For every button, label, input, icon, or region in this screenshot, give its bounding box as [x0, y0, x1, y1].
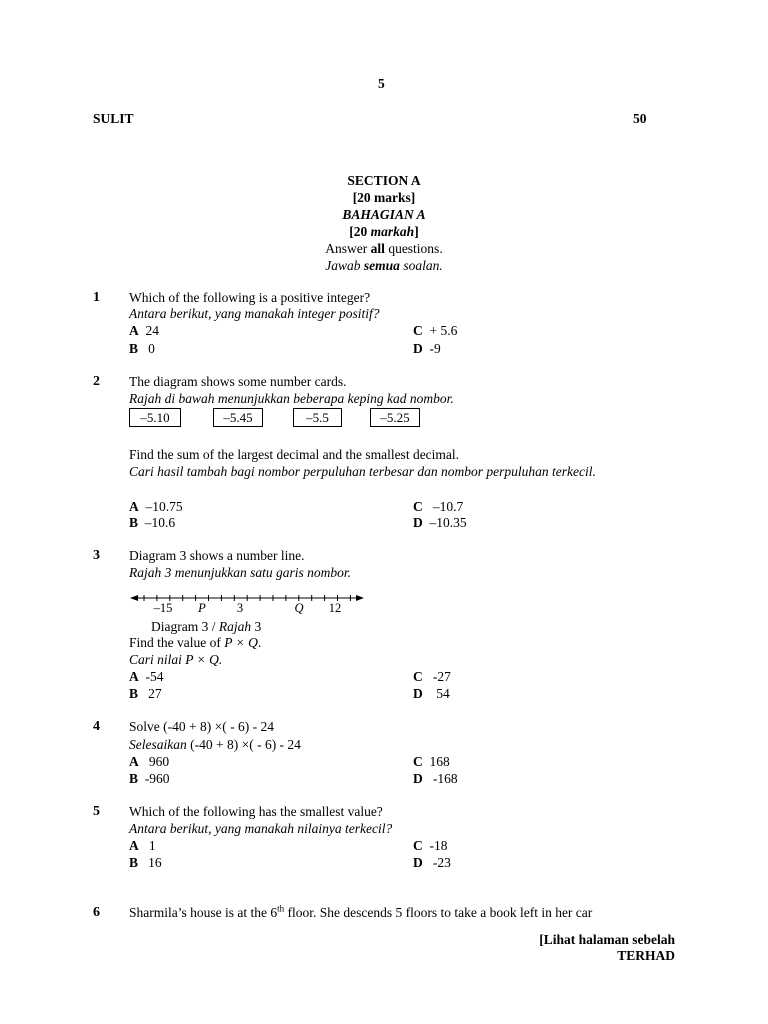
- question-2-text2: Find the sum of the largest decimal and the smallest decimal.: [129, 447, 460, 462]
- question-5-text-my: Antara berikut, yang manakah nilainya terkecil?: [129, 821, 393, 836]
- question-3-find: Find the value of P × Q.: [129, 635, 262, 650]
- section-title: SECTION A: [347, 173, 421, 188]
- option-d[interactable]: D 54: [413, 686, 450, 701]
- number-line-label: P: [198, 601, 206, 615]
- option-c[interactable]: C 168: [413, 754, 450, 769]
- section-heading: [234, 172, 534, 274]
- terhad-label: TERHAD: [617, 948, 675, 963]
- option-c[interactable]: C –10.7: [413, 499, 464, 514]
- number-line-label: –15: [153, 601, 173, 615]
- option-a[interactable]: A 24: [129, 323, 159, 338]
- option-a[interactable]: A -54: [129, 669, 164, 684]
- option-c[interactable]: C -27: [413, 669, 451, 684]
- number-line: [130, 588, 370, 618]
- question-4-text: Solve (-40 + 8) ×( - 6) - 24: [129, 719, 274, 734]
- question-2-text-my: Rajah di bawah menunjukkan beberapa keping kad nombor.: [129, 391, 454, 406]
- section-marks: [20 marks]: [352, 190, 416, 205]
- option-b[interactable]: B 27: [129, 686, 162, 701]
- option-d[interactable]: D -23: [413, 855, 451, 870]
- option-b[interactable]: B 0: [129, 341, 155, 356]
- option-d[interactable]: D -9: [413, 341, 441, 356]
- number-card: –5.25: [370, 408, 420, 427]
- question-5-number: 5: [93, 804, 100, 819]
- instruction-my: Jawab semua soalan.: [325, 258, 443, 273]
- question-2-number: 2: [93, 374, 100, 389]
- question-3-text: Diagram 3 shows a number line.: [129, 548, 305, 563]
- option-c[interactable]: C + 5.6: [413, 323, 458, 338]
- section-title-my: BAHAGIAN A: [342, 207, 426, 222]
- number-line-label: 12: [328, 601, 342, 615]
- question-3-number: 3: [93, 548, 100, 563]
- question-2-text2-my: Cari hasil tambah bagi nombor perpuluhan terbesar dan nombor perpuluhan terkecil.: [129, 464, 596, 479]
- option-c[interactable]: C -18: [413, 838, 448, 853]
- question-4-number: 4: [93, 719, 100, 734]
- question-5-text: Which of the following has the smallest value?: [129, 804, 383, 819]
- option-a[interactable]: A 1: [129, 838, 156, 853]
- question-1-text: Which of the following is a positive integer?: [129, 290, 371, 305]
- number-card: –5.5: [293, 408, 342, 427]
- number-line-left-arrow: [130, 595, 138, 601]
- option-d[interactable]: D –10.35: [413, 515, 467, 530]
- option-a[interactable]: A 960: [129, 754, 170, 769]
- question-2-text: The diagram shows some number cards.: [129, 374, 347, 389]
- question-3-find-my: Cari nilai P × Q.: [129, 652, 223, 667]
- instruction: Answer all questions.: [325, 241, 443, 256]
- paper-code: 50: [633, 111, 647, 126]
- question-4-text-my: Selesaikan (-40 + 8) ×( - 6) - 24: [129, 737, 301, 752]
- option-d[interactable]: D -168: [413, 771, 458, 786]
- number-card: –5.45: [213, 408, 263, 427]
- question-6-number: 6: [93, 905, 100, 920]
- number-card: –5.10: [129, 408, 181, 427]
- question-1-number: 1: [93, 290, 100, 305]
- diagram-caption: Diagram 3 / Rajah 3: [151, 619, 262, 634]
- option-a[interactable]: A –10.75: [129, 499, 183, 514]
- option-b[interactable]: B 16: [129, 855, 162, 870]
- option-b[interactable]: B -960: [129, 771, 170, 786]
- section-marks-my: [20 markah]: [349, 224, 419, 239]
- question-1-text-my: Antara berikut, yang manakah integer positif?: [129, 306, 380, 321]
- question-3-text-my: Rajah 3 menunjukkan satu garis nombor.: [129, 565, 351, 580]
- number-line-label: Q: [294, 601, 304, 615]
- number-line-label: 3: [236, 601, 244, 615]
- question-6-text: Sharmila’s house is at the 6th floor. She descends 5 floors to take a book left in her car: [129, 903, 593, 920]
- option-b[interactable]: B –10.6: [129, 515, 176, 530]
- page-number: 5: [378, 76, 385, 91]
- number-line-right-arrow: [356, 595, 364, 601]
- sulit-label: SULIT: [93, 111, 134, 126]
- next-page-note: [Lihat halaman sebelah: [539, 932, 675, 947]
